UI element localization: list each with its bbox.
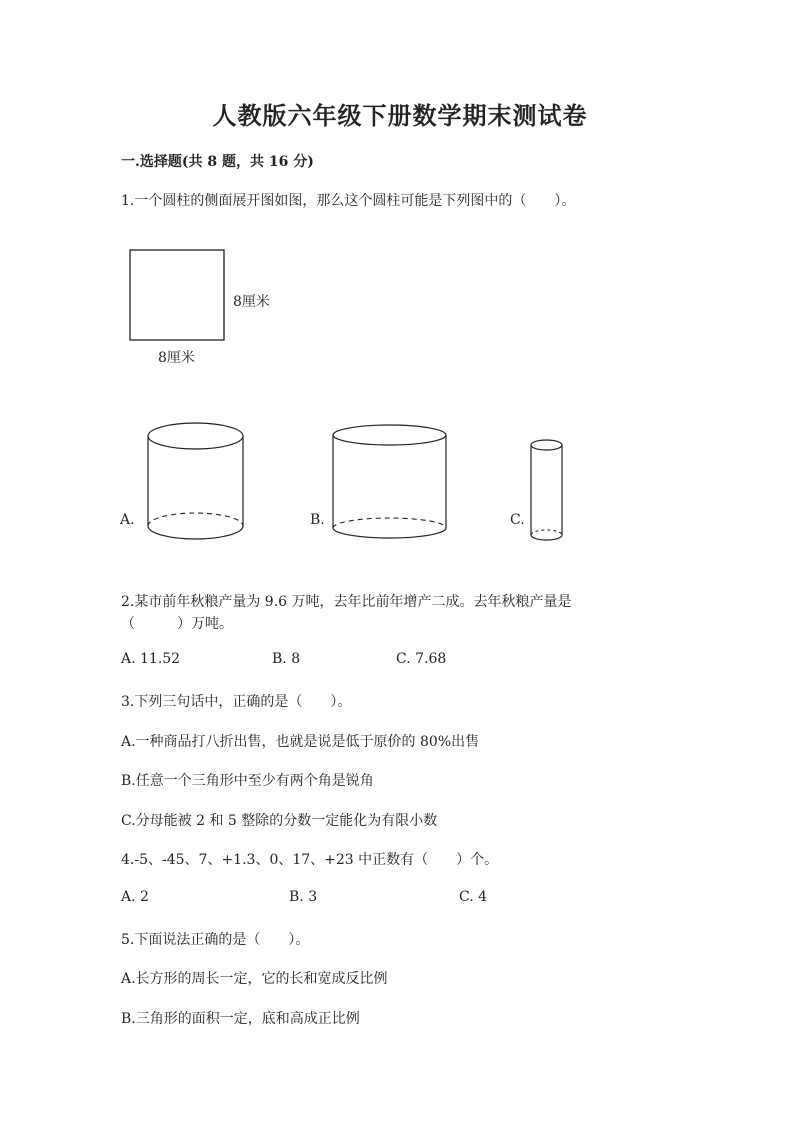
question-4-option-a: A. 2 (121, 889, 149, 905)
option-c-label: C. (510, 512, 525, 528)
question-3-option-a: A.一种商品打八折出售，也就是说是低于原价的 80%出售 (121, 734, 480, 750)
option-a-label: A. (120, 512, 135, 528)
question-2-line-2: （ ）万吨。 (121, 616, 233, 632)
section-heading: 一.选择题(共 8 题，共 16 分) (121, 154, 314, 170)
question-4-option-c: C. 4 (459, 889, 488, 905)
question-3-text: 3.下列三句话中，正确的是（ ）。 (121, 694, 352, 710)
question-5-option-a: A.长方形的周长一定，它的长和宽成反比例 (121, 971, 388, 987)
question-5-option-b: B.三角形的面积一定，底和高成正比例 (121, 1011, 360, 1027)
question-2-option-a: A. 11.52 (121, 651, 181, 667)
question-2-line-1: 2.某市前年秋粮产量为 9.6 万吨，去年比前年增产二成。去年秋粮产量是 (121, 594, 572, 610)
question-3-option-b: B.任意一个三角形中至少有两个角是锐角 (121, 773, 374, 789)
square-bottom-label: 8厘米 (158, 350, 195, 366)
question-4-text: 4.-5、-45、7、+1.3、0、17、+23 中正数有（ ）个。 (121, 852, 499, 868)
question-4-option-b: B. 3 (289, 889, 318, 905)
page-title: 人教版六年级下册数学期末测试卷 (212, 101, 588, 130)
question-1-text: 1.一个圆柱的侧面展开图如图，那么这个圆柱可能是下列图中的（ ）。 (121, 193, 576, 209)
question-5-text: 5.下面说法正确的是（ ）。 (121, 932, 310, 948)
option-b-label: B. (310, 512, 325, 528)
question-3-option-c: C.分母能被 2 和 5 整除的分数一定能化为有限小数 (121, 813, 438, 829)
question-2-option-b: B. 8 (272, 651, 301, 667)
question-2-option-c: C. 7.68 (396, 651, 447, 667)
square-side-label: 8厘米 (233, 294, 270, 310)
